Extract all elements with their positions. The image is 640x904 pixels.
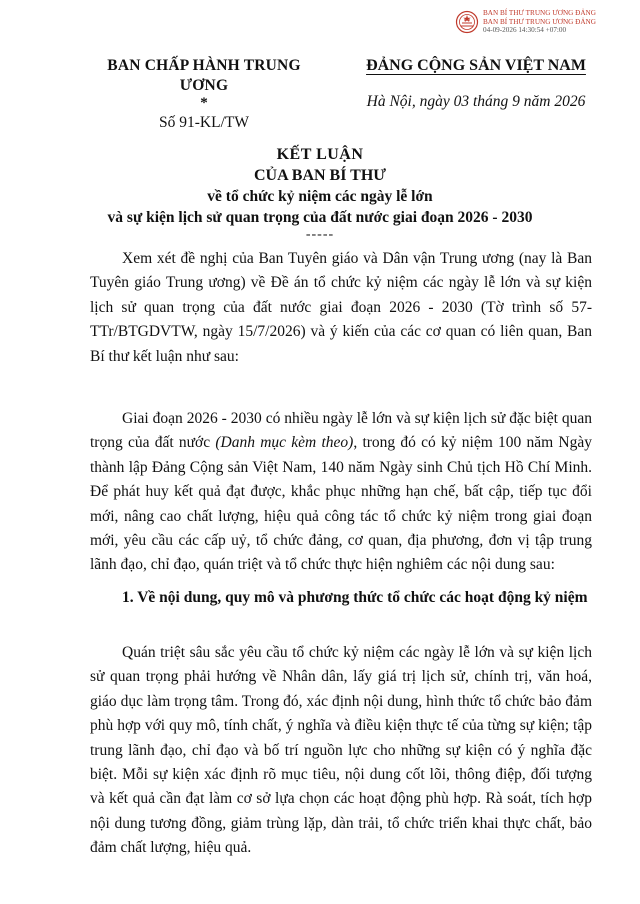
title-line-2: CỦA BAN BÍ THƯ xyxy=(253,167,387,184)
section-1-heading: 1. Về nội dung, quy mô và phương thức tổ chức các hoạt động kỷ niệm xyxy=(122,589,588,606)
issuer-block xyxy=(84,56,324,134)
issuing-organization: BAN CHẤP HÀNH TRUNG ƯƠNG xyxy=(107,57,301,94)
stamp-signer-line-1: BAN BÍ THƯ TRUNG ƯƠNG ĐẢNG xyxy=(483,9,596,17)
stamp-signer-line-2: BAN BÍ THƯ TRUNG ƯƠNG ĐẢNG xyxy=(483,17,596,26)
stamp-timestamp: 04-09-2026 14:30:54 +07:00 xyxy=(483,26,567,35)
emblem-icon xyxy=(455,10,479,34)
digital-signature-stamp xyxy=(455,8,635,48)
title-line-3: về tổ chức kỷ niệm các ngày lễ lớn xyxy=(207,188,433,205)
document-number: Số 91-KL/TW xyxy=(159,114,249,131)
title-line-4: và sự kiện lịch sử quan trọng của đất nước giai đoạn 2026 - 2030 xyxy=(107,209,533,226)
document-title xyxy=(60,144,580,242)
star-separator: * xyxy=(200,95,208,111)
paragraph-1: Xem xét đề nghị của Ban Tuyên giáo và Dân vận Trung ương (nay là Ban Tuyên giáo Trung ương) về Đề án tổ chức kỷ niệm các ngày lễ lớn và sự kiện lịch sử quan trọng của đất nước giai đoạn 2026 - 2030 (Tờ trình số 57-TTr/BTGDVTW, ngày 15/7/2026) và ý kiến của các cơ quan có liên quan, Ban Bí thư kết luận như sau: xyxy=(90,250,592,365)
paragraph-2 xyxy=(90,407,592,578)
paragraph-2-text-a: Giai đoạn 2026 - 2030 có nhiều ngày lễ lớn và sự kiện lịch sử đặc biệt quan trọng của đất nước xyxy=(90,410,592,452)
title-line-1: KẾT LUẬN xyxy=(276,146,364,163)
place-and-date: Hà Nội, ngày 03 tháng 9 năm 2026 xyxy=(366,93,586,110)
paragraph-2-italic: (Danh mục kèm theo) xyxy=(215,434,354,452)
party-name: ĐẢNG CỘNG SẢN VIỆT NAM xyxy=(366,57,586,74)
paragraph-3: Quán triệt sâu sắc yêu cầu tổ chức kỷ niệm các ngày lễ lớn và sự kiện lịch sử quan trọng phải hướng về Nhân dân, lấy giá trị lịch sử, chính trị, văn hoá, giáo dục làm trọng tâm. Trong đó, xác định nội dung, hình thức tổ chức bảo đảm phù hợp với quy mô, tính chất, ý nghĩa và điều kiện thực tế của từng sự kiện; tập trung lãnh đạo, chỉ đạo và bố trí nguồn lực cho những sự kiện có ý nghĩa đặc biệt. Mỗi sự kiện xác định rõ mục tiêu, nội dung cốt lõi, thông điệp, đối tượng và kết quả cần đạt làm cơ sở lựa chọn các hoạt động phù hợp. Rà soát, tích hợp nội dung tương đồng, giảm trùng lặp, dàn trải, tổ chức triển khai thực chất, bảo đảm chất lượng, hiệu quả. xyxy=(90,644,592,857)
party-block xyxy=(352,56,600,112)
paragraph-2-text-b: , trong đó có kỷ niệm 100 năm Ngày thành lập Đảng Cộng sản Việt Nam, 140 năm Ngày sinh Chủ tịch Hồ Chí Minh. Để phát huy kết quả đạt được, khắc phục những hạn chế, bất cập, tiếp tục đổi mới, nâng cao chất lượng, hiệu quả công tác tổ chức kỷ niệm trong giai đoạn mới, yêu cầu các cấp uỷ, tổ chức đảng, cơ quan, địa phương, đơn vị tập trung lãnh đạo, chỉ đạo, quán triệt và tổ chức thực hiện nghiêm các nội dung sau: xyxy=(90,434,593,574)
title-separator: ----- xyxy=(305,227,335,242)
